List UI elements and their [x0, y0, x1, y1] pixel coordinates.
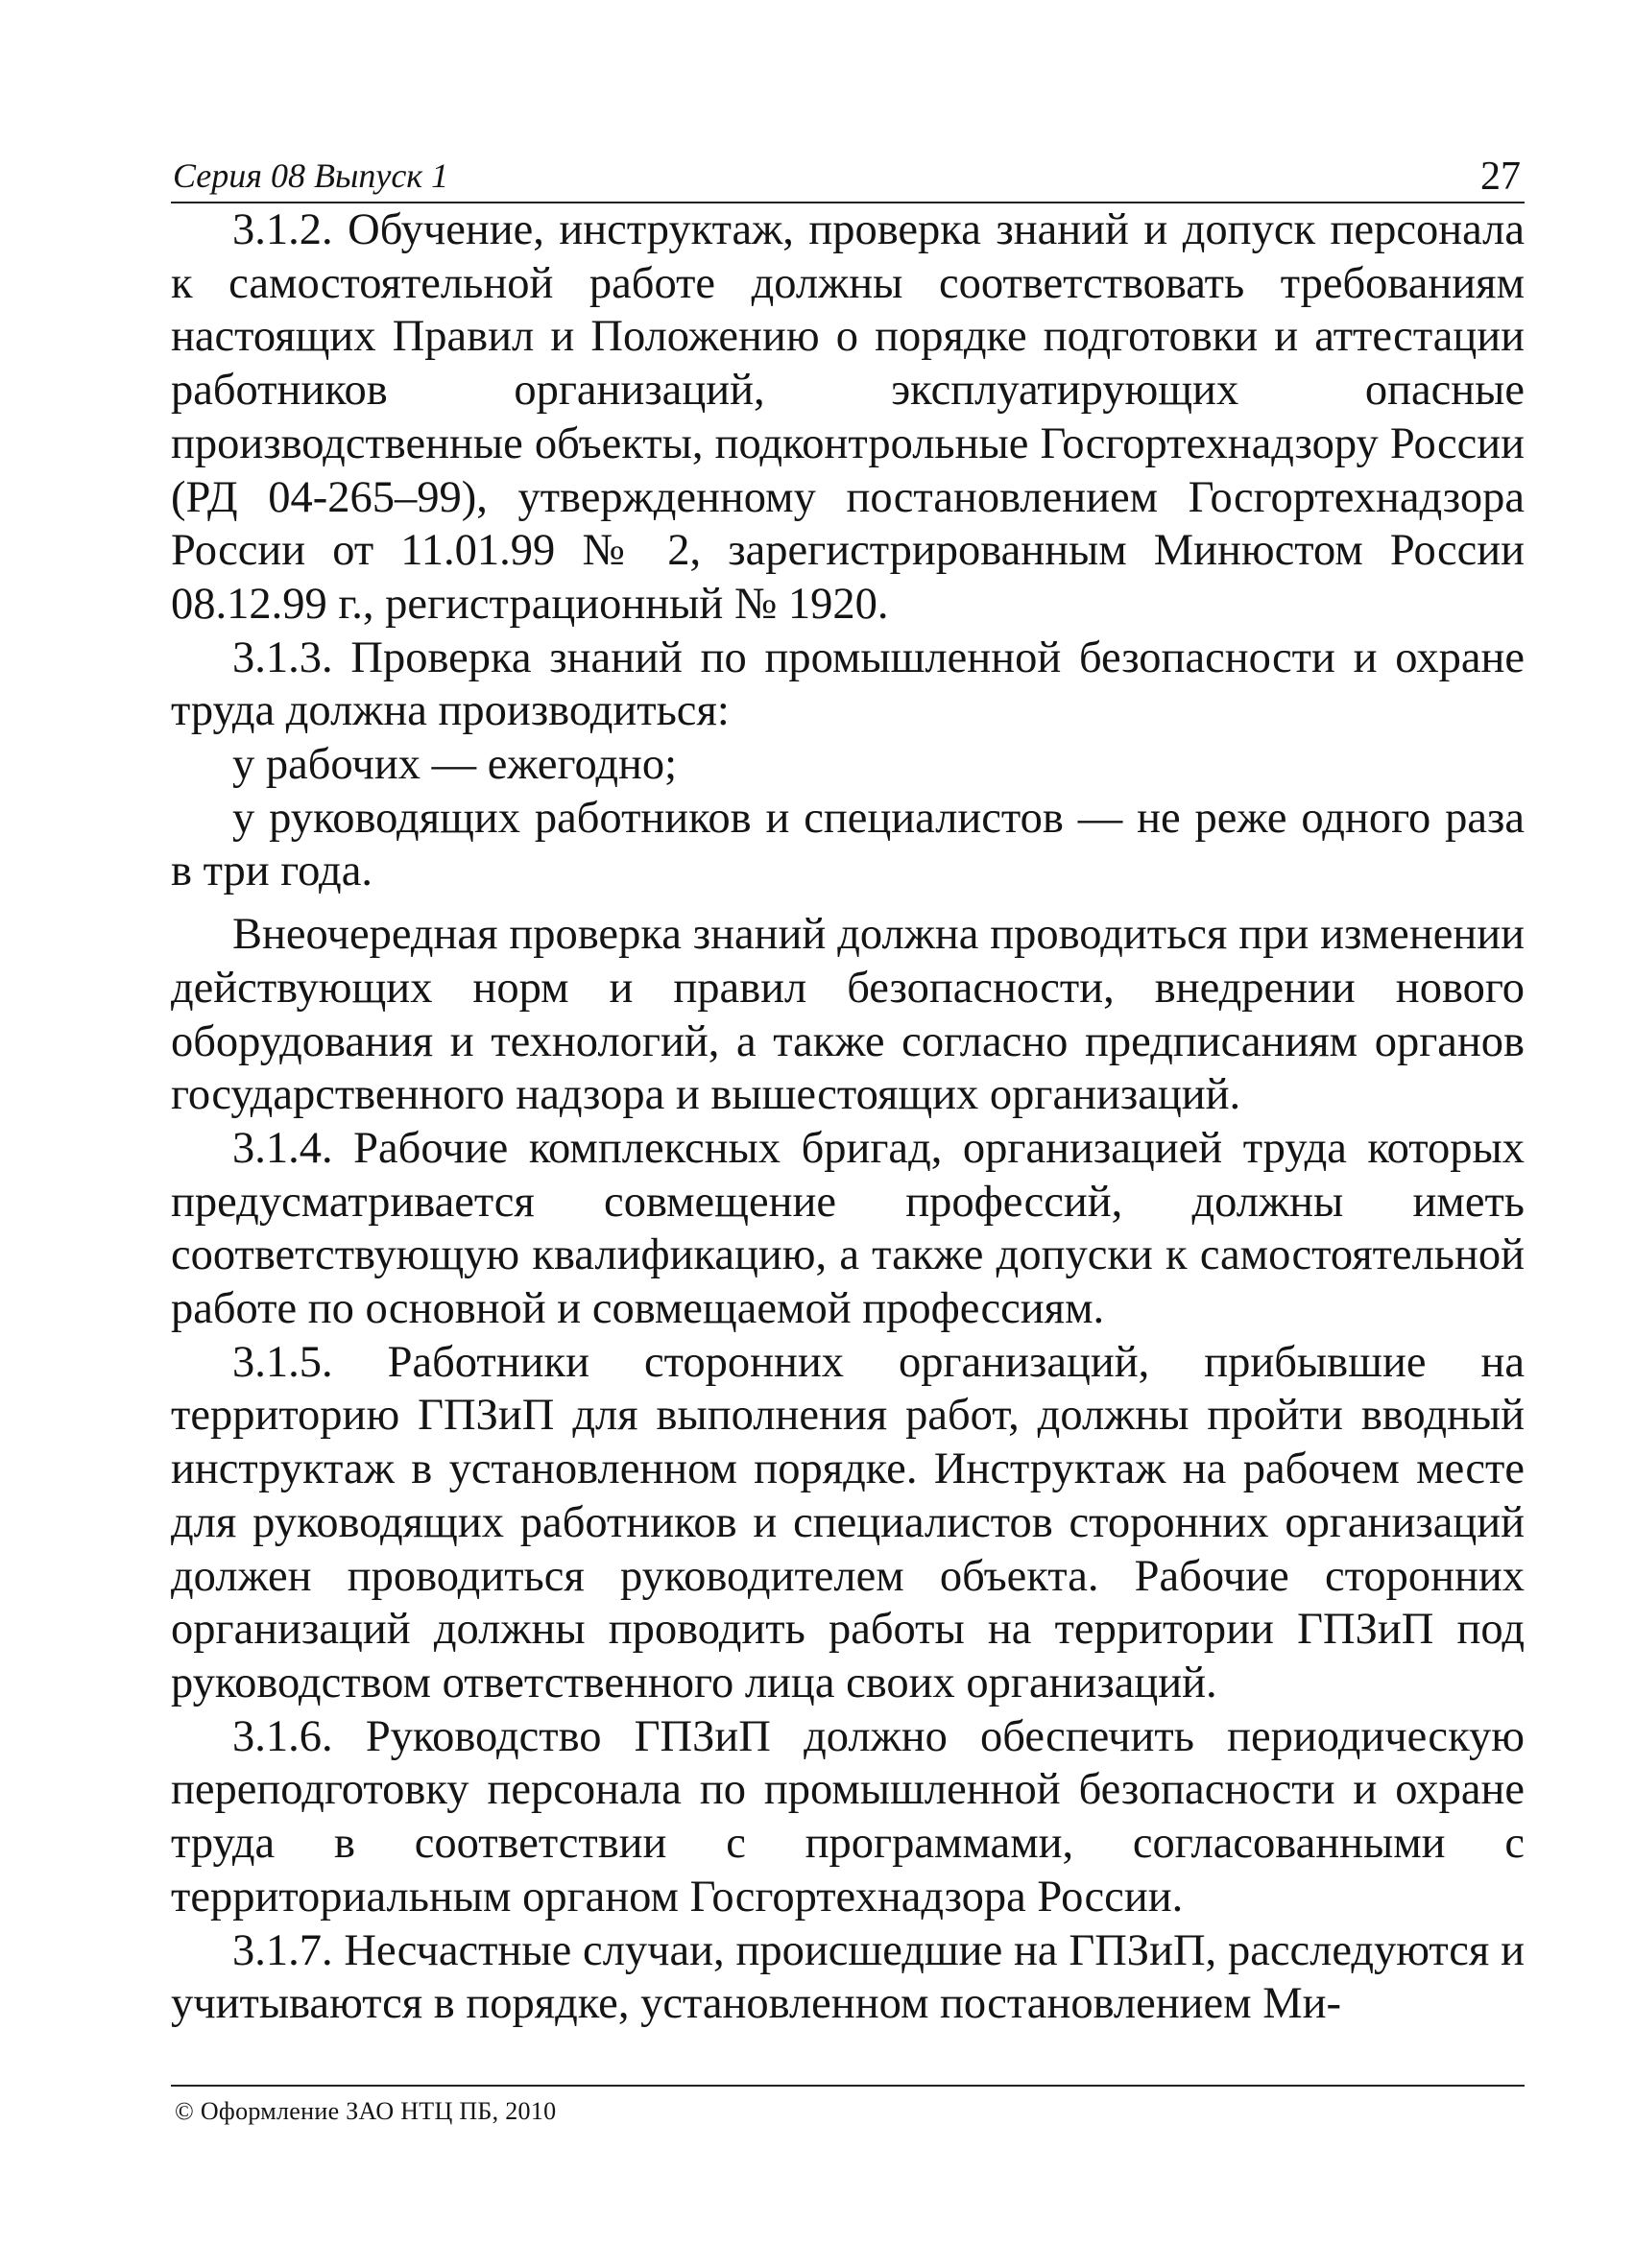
paragraph-3-1-3: 3.1.3. Проверка знаний по промышленной безопасности и охране труда должна производиться:	[171, 633, 1525, 736]
paragraph-3-1-4: 3.1.4. Рабочие комплексных бригад, организацией труда которых предусматривается совмещение профессий, должны иметь соответствующую квалификацию, а также допуски к самостоятельной работе по основной и совмещаемой профессиям.	[171, 1123, 1525, 1334]
paragraph-3-1-5: 3.1.5. Работники сторонних организаций, прибывшие на территорию ГПЗиП для выполнения работ, должны пройти вводный инструктаж в установленном порядке. Инструктаж на рабочем месте для руководящих работников и специалистов сторонних организаций должен проводиться руководителем объекта. Рабочие сторонних организаций должны проводить работы на территории ГПЗиП под руководством ответственного лица своих организаций.	[171, 1337, 1525, 1707]
document-page	[171, 144, 1525, 2150]
paragraph-3-1-2: 3.1.2. Обучение, инструктаж, проверка знаний и допуск персонала к самостоятельной работе должны соответствовать требованиям настоящих Правил и Положению о порядке подготовки и аттестации работников организаций, эксплуатирующих опасные производственные объекты, подконтрольные Госгортехнадзору России (РД 04-265–99), утвержденному постановлением Госгортехнадзора России от 11.01.99 № 2, зарегистрированным Минюстом России 08.12.99 г., регистрационный № 1920.	[171, 205, 1525, 629]
paragraph-extraordinary-check: Внеочередная проверка знаний должна проводиться при изменении действующих норм и правил безопасности, внедрении нового оборудования и технологий, а также согласно предписаниям органов государственного надзора и вышестоящих организаций.	[171, 910, 1525, 1120]
page-number: 27	[1480, 155, 1521, 199]
series-label: Серия 08 Выпуск 1	[173, 156, 449, 195]
paragraph-3-1-7: 3.1.7. Несчастные случаи, происшедшие на ГПЗиП, расследуются и учитываются в порядке, установленном постановлением Ми-	[171, 1925, 1525, 2029]
running-header	[171, 144, 1525, 203]
document-body	[171, 203, 1525, 2031]
list-item-workers: у рабочих — ежегодно;	[232, 740, 678, 790]
copyright-footer: © Оформление ЗАО НТЦ ПБ, 2010	[175, 2097, 557, 2125]
paragraph-3-1-6: 3.1.6. Руководство ГПЗиП должно обеспечить периодическую переподготовку персонала по промышленной безопасности и охране труда в соответствии с программами, согласованными с территориальным органом Госгортехнадзора России.	[171, 1711, 1525, 1922]
list-item-managers: у руководящих работников и специалистов — не реже одного раза в три года.	[171, 793, 1525, 896]
footer-divider	[171, 2085, 1525, 2087]
